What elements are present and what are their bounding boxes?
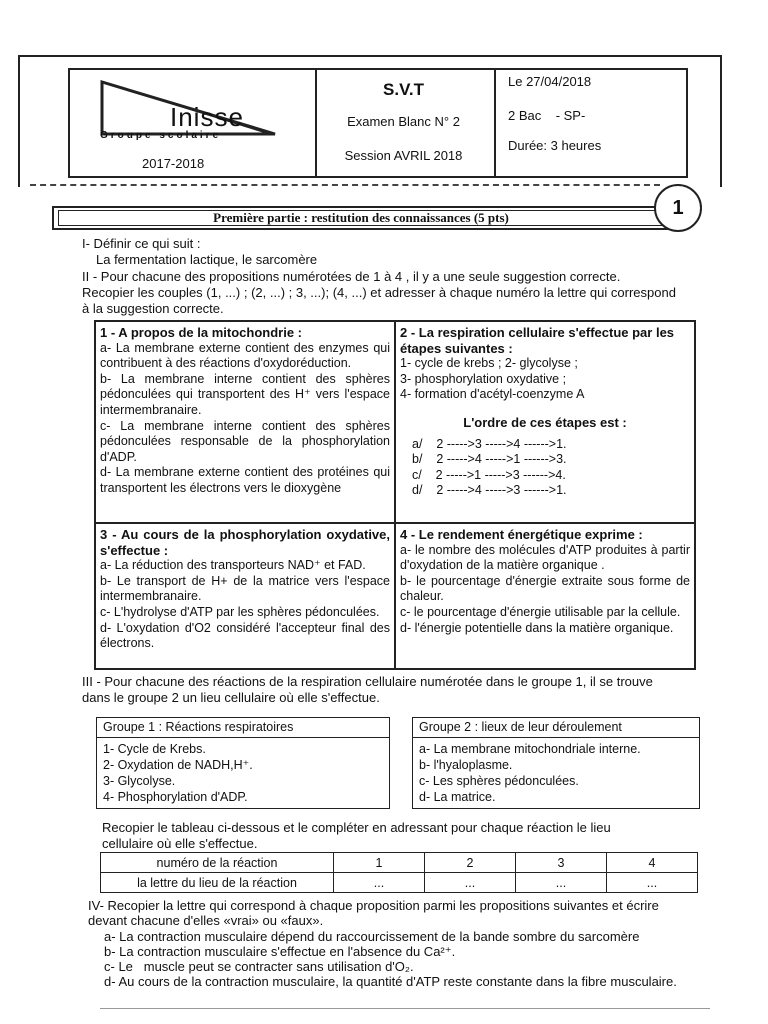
- mcq1-option-c: c- La membrane interne contient des sphères pédonculées responsable de la phosphorylation d'ADP.: [100, 418, 390, 464]
- table-cell: 2: [425, 853, 516, 873]
- group1-item: 3- Glycolyse.: [103, 774, 176, 788]
- mcq3-title: 3 - Au cours de la phosphorylation oxydative, s'effectue :: [100, 527, 390, 558]
- mcq1-title: 1 - A propos de la mitochondrie :: [100, 325, 302, 340]
- group2-item: a- La membrane mitochondriale interne.: [419, 742, 641, 756]
- mcq2-option-b: b/ 2 ----->4 ----->1 ------>3.: [412, 452, 567, 467]
- table-cell: ...: [425, 873, 516, 893]
- logo-text: Inisse: [170, 102, 244, 132]
- mcq2-title: 2 - La respiration cellulaire s'effectue par les étapes suivantes :: [400, 325, 675, 356]
- header-logo-box: [68, 68, 317, 178]
- mcq2-option-c: c/ 2 ----->1 ----->3 ------>4.: [412, 467, 566, 482]
- table-row: [101, 853, 698, 873]
- logo-subtitle: Groupe scolaire: [100, 130, 222, 141]
- group1-item: 4- Phosphorylation d'ADP.: [103, 790, 248, 804]
- group2-item: d- La matrice.: [419, 790, 496, 804]
- page-number-badge: 1: [654, 184, 702, 232]
- part1-title-bar: [52, 206, 670, 230]
- group1-item: 2- Oxydation de NADH,H⁺.: [103, 758, 253, 772]
- q1-terms: La fermentation lactique, le sarcomère: [96, 252, 318, 267]
- part4-item-c: c- Le muscle peut se contracter sans utilisation d'O₂.: [104, 959, 414, 974]
- part1-title: Première partie : restitution des connaissances (5 pts): [213, 210, 509, 225]
- reaction-table: [100, 852, 698, 893]
- exam-title: Examen Blanc N° 2: [347, 114, 460, 129]
- table-cell: ...: [607, 873, 698, 893]
- mcq-cell-2: [396, 322, 694, 522]
- school-year: 2017-2018: [142, 156, 205, 171]
- part4-line2: devant chacune d'elles «vrai» ou «faux».: [88, 913, 324, 928]
- table-row-label: la lettre du lieu de la réaction: [101, 873, 334, 893]
- mcq4-title: 4 - Le rendement énergétique exprime :: [400, 527, 643, 542]
- exam-date: Le 27/04/2018: [508, 74, 592, 89]
- table-row: [101, 873, 698, 893]
- mcq3-option-d: d- L'oxydation d'O2 considéré l'accepteur final des électrons.: [100, 620, 390, 651]
- mcq1-option-d: d- La membrane externe contient des protéines qui transportent les électrons vers le dioxygène: [100, 465, 390, 495]
- mcq1-option-a: a- La membrane externe contient des enzymes qui contribuent à des réactions d'oxydoréduction.: [100, 340, 390, 371]
- mcq4-option-a: a- le nombre des molécules d'ATP produites à partir d'oxydation de la matière organique .: [400, 542, 690, 573]
- part3-line1: III - Pour chacune des réactions de la respiration cellulaire numérotée dans le groupe 1, il se trouve: [82, 674, 653, 689]
- group2-item: c- Les sphères pédonculées.: [419, 774, 579, 788]
- table-row-label: numéro de la réaction: [101, 853, 334, 873]
- table-cell: ...: [516, 873, 607, 893]
- mcq3-option-c: c- L'hydrolyse d'ATP par les sphères pédonculées.: [100, 604, 380, 619]
- mcq2-option-a: a/ 2 ----->3 ----->4 ------>1.: [412, 436, 567, 451]
- group1-item: 1- Cycle de Krebs.: [103, 742, 206, 756]
- mcq4-option-c: c- le pourcentage d'énergie utilisable par la cellule.: [400, 604, 681, 619]
- header-dashed-rule: [30, 184, 660, 186]
- part4-line1: IV- Recopier la lettre qui correspond à chaque proposition parmi les propositions suivantes et écrire: [88, 898, 659, 913]
- session-label: Session AVRIL 2018: [344, 148, 463, 163]
- mcq2-option-d: d/ 2 ----->4 ----->3 ------>1.: [412, 483, 567, 498]
- group1-title: Groupe 1 : Réactions respiratoires: [97, 718, 389, 738]
- mcq-cell-1: [96, 322, 394, 522]
- mcq2-step-2: 3- phosphorylation oxydative ;: [400, 371, 567, 386]
- table-cell: 1: [334, 853, 425, 873]
- mcq-cell-3: [96, 524, 394, 668]
- part3-instruction-2: cellulaire où elle s'effectue.: [102, 836, 258, 851]
- mcq2-step-1: 1- cycle de krebs ; 2- glycolyse ;: [400, 356, 578, 371]
- mcq4-option-b: b- le pourcentage d'énergie extraite sous forme de chaleur.: [400, 573, 690, 604]
- part4-item-a: a- La contraction musculaire dépend du raccourcissement de la bande sombre du sarcomère: [104, 929, 640, 944]
- mcq-table: [94, 320, 696, 670]
- q2-line1: II - Pour chacune des propositions numérotées de 1 à 4 , il y a une seule suggestion correcte.: [82, 269, 621, 284]
- table-cell: ...: [334, 873, 425, 893]
- mcq3-option-a: a- La réduction des transporteurs NAD⁺ et FAD.: [100, 558, 366, 573]
- exam-duration: Durée: 3 heures: [508, 138, 602, 153]
- q2-line3: à la suggestion correcte.: [82, 301, 224, 316]
- header-info-box: [494, 68, 688, 178]
- mcq1-option-b: b- La membrane interne contient des sphères pédonculées qui transportent des H⁺ vers l'espace intermembranaire.: [100, 371, 390, 417]
- group2-box: [412, 717, 700, 809]
- mcq2-step-3: 4- formation d'acétyl-coenzyme A: [400, 387, 585, 402]
- part4-item-b: b- La contraction musculaire s'effectue en l'absence du Ca²⁺.: [104, 944, 456, 959]
- class-level: 2 Bac - SP-: [508, 108, 586, 123]
- subject-title: S.V.T: [383, 80, 424, 99]
- part3-line2: dans le groupe 2 un lieu cellulaire où elle s'effectue.: [82, 690, 380, 705]
- header-subject-box: [313, 68, 496, 178]
- mcq3-option-b: b- Le transport de H+ de la matrice vers l'espace intermembranaire.: [100, 573, 390, 604]
- bottom-rule: [100, 1008, 710, 1009]
- group1-box: [96, 717, 390, 809]
- mcq-cell-4: [396, 524, 694, 668]
- mcq4-option-d: d- l'énergie potentielle dans la matière organique.: [400, 620, 674, 635]
- table-cell: 3: [516, 853, 607, 873]
- group2-item: b- l'hyaloplasme.: [419, 758, 513, 772]
- part3-instruction-1: Recopier le tableau ci-dessous et le compléter en adressant pour chaque réaction le lieu: [102, 820, 611, 835]
- group2-title: Groupe 2 : lieux de leur déroulement: [413, 718, 699, 738]
- q2-line2: Recopier les couples (1, ...) ; (2, ...) ; 3, ...); (4, ...) et adresser à chaque numéro la lettre qui correspond: [82, 285, 676, 300]
- table-cell: 4: [607, 853, 698, 873]
- mcq2-order-title: L'ordre de ces étapes est :: [463, 414, 627, 430]
- part4-item-d: d- Au cours de la contraction musculaire, la quantité d'ATP reste constante dans la fibre musculaire.: [104, 974, 677, 989]
- q1-title: I- Définir ce qui suit :: [82, 236, 201, 251]
